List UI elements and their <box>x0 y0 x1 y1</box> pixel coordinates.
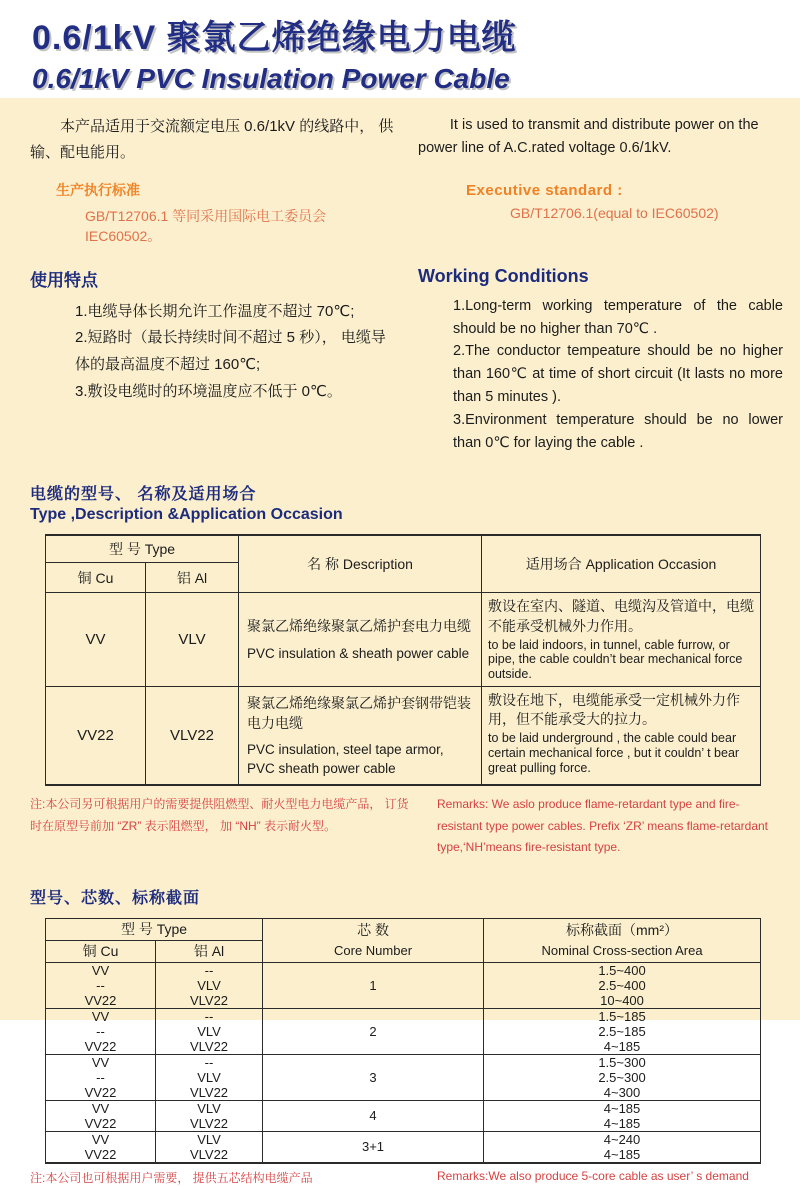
core-number-en: Core Number <box>334 942 413 958</box>
al-type: VLV22 <box>156 1116 263 1132</box>
description-en: PVC insulation & sheath power cable <box>247 645 470 661</box>
occasion-cell <box>482 593 761 686</box>
cu-type: VV22 <box>46 1116 156 1132</box>
core-number: 3 <box>263 1054 484 1100</box>
aluminum-header: 铝 Al <box>156 940 263 962</box>
description-header: 名 称 Description <box>239 535 482 593</box>
features-left <box>30 266 400 455</box>
cu-type: VV22 <box>46 993 156 1009</box>
cross-section-range: 1.5~400 <box>484 962 761 978</box>
description-zh: 聚氯乙烯绝缘聚氯乙烯护套钢带铠装电力电缆 <box>247 694 472 732</box>
al-type: VLV <box>156 1100 263 1116</box>
al-type: VLV <box>156 1024 263 1039</box>
cross-section-range: 4~185 <box>484 1100 761 1116</box>
remark-zh: 注:本公司另可根据用户的需要提供阻燃型、耐火型电力电缆产品， 订货时在原型号前加 “ZR” 表示阻燃型， 加 “NH” 表示耐火型。 <box>30 796 409 833</box>
spec-table-title: 型号、芯数、标称截面 <box>30 889 201 907</box>
spec-table <box>45 918 761 1164</box>
table-row <box>46 1054 761 1070</box>
table-row <box>46 962 761 978</box>
spec-table-remarks <box>0 1164 800 1186</box>
al-type: VLV <box>156 978 263 993</box>
al-type: -- <box>156 962 263 978</box>
production-standard-label-zh: 生产执行标准 <box>56 181 140 198</box>
remark-en: Remarks:We also produce 5-core cable as user’ s demand <box>437 1168 749 1183</box>
cross-section-zh: 标称截面（mm²） <box>566 921 679 938</box>
cross-section-range: 10~400 <box>484 993 761 1009</box>
description-cell <box>239 686 482 785</box>
table-row <box>46 686 761 785</box>
cu-type: -- <box>46 1070 156 1085</box>
occasion-en: to be laid underground , the cable could bear certain mechanical force , but it couldn’ t bear great pulling force. <box>488 731 740 775</box>
spec-table-section-title <box>30 885 800 908</box>
cu-type: VV22 <box>46 1147 156 1163</box>
copper-header: 铜 Cu <box>46 563 146 593</box>
remark-zh: 注:本公司也可根据用户需要， 提供五芯结构电缆产品 <box>30 1170 313 1185</box>
feature-item: 1.电缆导体长期允许工作温度不超过 70℃; <box>75 302 355 320</box>
al-type: -- <box>156 1054 263 1070</box>
cross-section-en: Nominal Cross-section Area <box>541 942 703 958</box>
cross-section-range: 2.5~300 <box>484 1070 761 1085</box>
page-title-zh: 0.6/1kV 聚氯乙烯绝缘电力电缆 <box>32 19 517 57</box>
cross-section-header <box>484 918 761 962</box>
cu-type: VV22 <box>46 1039 156 1055</box>
table-row <box>46 1131 761 1147</box>
table-row <box>46 1008 761 1024</box>
condition-item: 1.Long-term working temperature of the cable should be no higher than 70℃ . <box>453 297 783 337</box>
core-number-header <box>263 918 484 962</box>
table-row <box>46 1100 761 1116</box>
description-cell <box>239 593 482 686</box>
description-zh: 聚氯乙烯绝缘聚氯乙烯护套电力电缆 <box>247 618 472 635</box>
description-en: PVC insulation, steel tape armor, PVC sheath power cable <box>247 742 444 776</box>
core-number: 1 <box>263 962 484 1008</box>
type-al-cell: VLV22 <box>146 686 239 785</box>
feature-item: 3.敷设电缆时的环境温度应不低于 0℃。 <box>75 382 342 400</box>
cross-section-range: 2.5~400 <box>484 978 761 993</box>
cu-type: -- <box>46 978 156 993</box>
cross-section-range: 4~185 <box>484 1116 761 1132</box>
occasion-header: 适用场合 Application Occasion <box>482 535 761 593</box>
cu-type: VV <box>46 1100 156 1116</box>
type-table-remarks <box>0 786 800 859</box>
page-title-en: 0.6/1kV PVC Insulation Power Cable <box>32 63 510 94</box>
executive-standard-label-en: Executive standard : <box>466 182 623 200</box>
type-cu-cell: VV <box>46 593 146 686</box>
cross-section-range: 2.5~185 <box>484 1024 761 1039</box>
condition-item: 3.Environment temperature should be no lower than 0℃ for laying the cable . <box>453 412 783 452</box>
al-type: VLV22 <box>156 993 263 1009</box>
al-type: VLV22 <box>156 1085 263 1101</box>
features-section <box>0 266 800 455</box>
cu-type: VV <box>46 1008 156 1024</box>
cu-type: VV <box>46 1131 156 1147</box>
type-cu-cell: VV22 <box>46 686 146 785</box>
core-number: 3+1 <box>263 1131 484 1163</box>
al-type: VLV22 <box>156 1039 263 1055</box>
copper-header: 铜 Cu <box>46 940 156 962</box>
type-table-title-zh: 电缆的型号、 名称及适用场合 <box>30 485 257 503</box>
al-type: VLV <box>156 1070 263 1085</box>
type-description-table <box>45 534 761 786</box>
cross-section-range: 4~185 <box>484 1147 761 1163</box>
type-table-section-title <box>30 481 800 524</box>
production-standard-text-zh: GB/T12706.1 等同采用国际电工委员会 IEC60502。 <box>85 207 327 244</box>
intro-paragraph-zh: 本产品适用于交流额定电压 0.6/1kV 的线路中， 供输、配电能用。 <box>30 118 394 161</box>
aluminum-header: 铝 Al <box>146 563 239 593</box>
remark-en: Remarks: We aslo produce flame-retardant type and fire-resistant type power cables. Prefix ‘ZR’ means flame-retardant type,‘NH’means fire-resistant type. <box>437 796 769 855</box>
core-number: 4 <box>263 1100 484 1131</box>
executive-standard-text-en: GB/T12706.1(equal to IEC60502) <box>510 205 719 222</box>
intro-left <box>30 114 400 246</box>
page-body <box>0 98 800 1185</box>
working-conditions-list <box>453 295 783 455</box>
core-number: 2 <box>263 1008 484 1054</box>
features-list-zh <box>75 299 390 406</box>
cu-type: VV <box>46 962 156 978</box>
occasion-cell <box>482 686 761 785</box>
al-type: VLV <box>156 1131 263 1147</box>
cross-section-range: 4~300 <box>484 1085 761 1101</box>
cross-section-range: 4~185 <box>484 1039 761 1055</box>
features-heading-zh: 使用特点 <box>30 270 98 290</box>
type-header: 型 号 Type <box>46 535 239 563</box>
page-header <box>0 0 800 98</box>
type-al-cell: VLV <box>146 593 239 686</box>
cu-type: VV <box>46 1054 156 1070</box>
cross-section-range: 4~240 <box>484 1131 761 1147</box>
al-type: -- <box>156 1008 263 1024</box>
cu-type: VV22 <box>46 1085 156 1101</box>
type-table-title-en: Type ,Description &Application Occasion <box>30 505 343 523</box>
al-type: VLV22 <box>156 1147 263 1163</box>
core-number-zh: 芯 数 <box>357 921 389 938</box>
features-right <box>400 266 783 455</box>
occasion-zh: 敷设在地下，电缆能承受一定机械外力作用，但不能承受大的拉力。 <box>488 691 741 728</box>
condition-item: 2.The conductor tempeature should be no higher than 160℃ at time of short circuit (It lasts no more than 5 minutes ). <box>453 343 783 406</box>
intro-right <box>400 114 772 246</box>
feature-item: 2.短路时（最长持续时间不超过 5 秒）， 电缆导体的最高温度不超过 160℃; <box>75 329 386 373</box>
cross-section-range: 1.5~300 <box>484 1054 761 1070</box>
occasion-en: to be laid indoors, in tunnel, cable furrow, or pipe, the cable couldn’t bear mechanical force outside. <box>488 637 743 682</box>
type-header: 型 号 Type <box>46 918 263 940</box>
intro-section <box>0 114 800 246</box>
intro-paragraph-en: It is used to transmit and distribute power on the power line of A.C.rated voltage 0.6/1kV. <box>418 117 759 157</box>
working-conditions-heading: Working Conditions <box>418 265 589 286</box>
cross-section-range: 1.5~185 <box>484 1008 761 1024</box>
table-row <box>46 593 761 686</box>
cu-type: -- <box>46 1024 156 1039</box>
occasion-zh: 敷设在室内、隧道、电缆沟及管道中，电缆不能承受机械外力作用。 <box>488 598 755 635</box>
